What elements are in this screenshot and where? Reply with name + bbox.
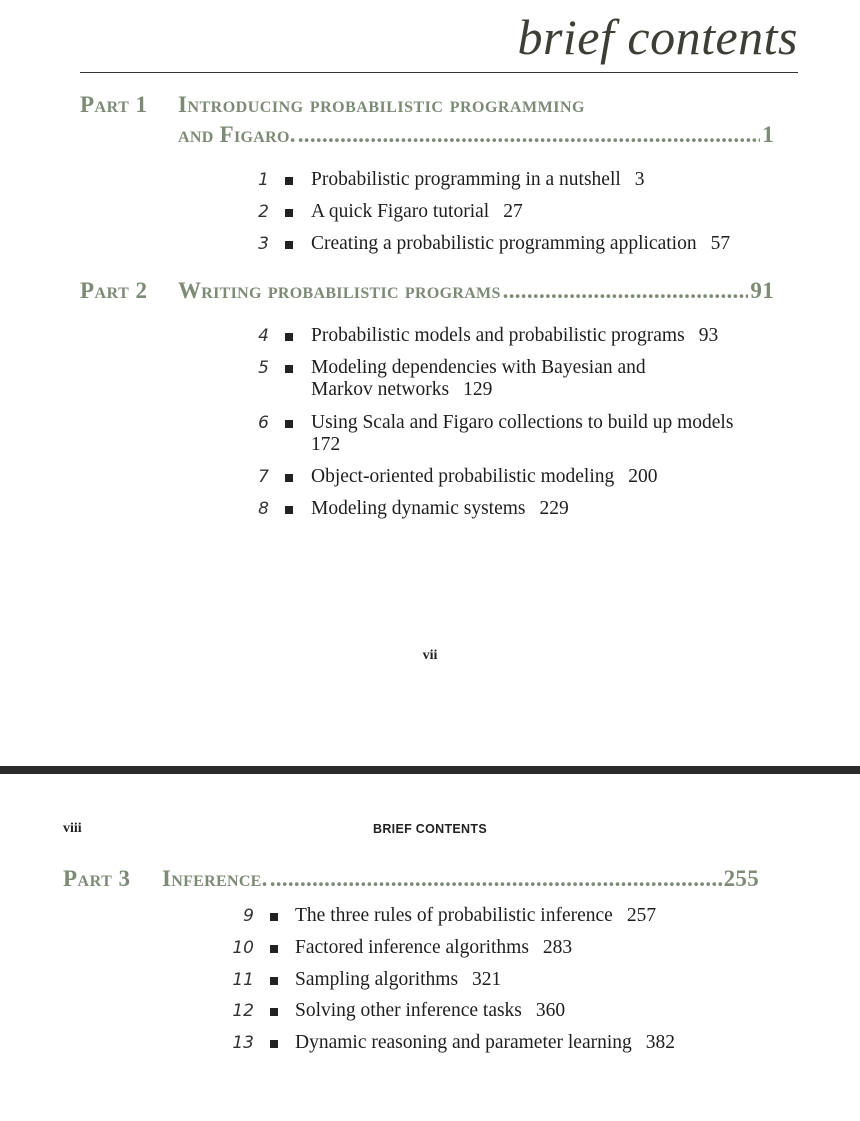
chapter-title-text: Creating a probabilistic programming application: [311, 233, 697, 254]
bullet-icon: [270, 1008, 278, 1016]
chapter-title: [295, 1031, 675, 1054]
chapter-number: 11: [232, 970, 254, 990]
part-1-title-line2: [178, 122, 774, 148]
part-3-title: Inference.: [162, 866, 268, 891]
chapter-number: 7: [258, 467, 269, 487]
leader-dots: [298, 122, 760, 148]
chapter-title-text: Markov networks: [311, 379, 450, 400]
chapter-title: [295, 999, 565, 1022]
chapter-page: 172: [311, 434, 341, 455]
chapter-page: 93: [698, 325, 719, 346]
chapter-number: 5: [258, 358, 269, 378]
chapter-title-text: Using Scala and Figaro collections to build up models: [311, 412, 734, 433]
chapter-number: 1: [258, 170, 269, 190]
bullet-icon: [285, 365, 293, 373]
part-2-label: Part 2: [80, 278, 148, 303]
chapter-number: 13: [232, 1033, 254, 1053]
chapter-page: 360: [535, 1000, 566, 1021]
chapter-title-text: Object-oriented probabilistic modeling: [311, 466, 615, 487]
chapter-page: 257: [626, 905, 657, 926]
bullet-icon: [270, 913, 278, 921]
title-rule: [80, 72, 798, 73]
chapter-title: [311, 168, 645, 191]
chapter-page: 382: [645, 1032, 676, 1053]
part-1-label: Part 1: [80, 92, 148, 117]
chapter-page: 3: [634, 169, 645, 190]
chapter-title-text: Solving other inference tasks: [295, 1000, 522, 1021]
chapter-title-text: Probabilistic programming in a nutshell: [311, 169, 621, 190]
chapter-title-text: A quick Figaro tutorial: [311, 201, 490, 222]
bullet-icon: [270, 945, 278, 953]
chapter-title: [295, 968, 501, 991]
part-2-title: Writing probabilistic programs: [178, 278, 501, 303]
part-1-title-line2-text: and Figaro.: [178, 122, 296, 147]
chapter-number: 8: [258, 499, 269, 519]
chapter-number: 6: [258, 413, 269, 433]
leader-dots: [270, 866, 722, 892]
part-3-label: Part 3: [63, 866, 131, 891]
chapter-title-text: The three rules of probabilistic inference: [295, 905, 613, 926]
chapter-number: 2: [258, 202, 269, 222]
chapter-title: [311, 200, 523, 223]
chapter-title-continued: [311, 378, 492, 401]
chapter-number: 4: [258, 326, 269, 346]
bullet-icon: [270, 1040, 278, 1048]
chapter-title-text: Modeling dependencies with Bayesian and: [311, 357, 646, 378]
part-2-title-line: [178, 278, 774, 304]
chapter-title: [311, 465, 658, 488]
chapter-page: 283: [542, 937, 573, 958]
leader-dots: [503, 278, 749, 304]
chapter-title: [311, 232, 730, 255]
bullet-icon: [270, 977, 278, 985]
part-1-page: 1: [762, 122, 774, 147]
chapter-title-text: Dynamic reasoning and parameter learning: [295, 1032, 632, 1053]
bullet-icon: [285, 333, 293, 341]
part-3-title-line: [162, 866, 759, 892]
bullet-icon: [285, 506, 293, 514]
chapter-title: [311, 497, 569, 520]
chapter-page: 229: [539, 498, 569, 519]
page-divider: [0, 766, 860, 774]
chapter-title: [311, 356, 646, 379]
part-2-page: 91: [750, 278, 774, 303]
chapter-title: [295, 936, 572, 959]
bullet-icon: [285, 420, 293, 428]
part-1-title-line1: Introducing probabilistic programming: [178, 92, 585, 117]
page-title: brief contents: [517, 9, 798, 65]
chapter-title-text: Probabilistic models and probabilistic programs: [311, 325, 685, 346]
bullet-icon: [285, 474, 293, 482]
part-3-page: 255: [723, 866, 759, 891]
chapter-page: 200: [628, 466, 658, 487]
page-folio: viii: [63, 821, 82, 836]
chapter-title-text: Sampling algorithms: [295, 969, 459, 990]
chapter-number: 9: [243, 906, 254, 926]
chapter-page: 57: [710, 233, 731, 254]
bullet-icon: [285, 209, 293, 217]
chapter-title: [295, 904, 656, 927]
chapter-page: 321: [472, 969, 502, 990]
bullet-icon: [285, 241, 293, 249]
chapter-number: 3: [258, 234, 269, 254]
chapter-number: 10: [232, 938, 254, 958]
chapter-number: 12: [232, 1001, 254, 1021]
running-head: BRIEF CONTENTS: [373, 822, 487, 836]
chapter-page: 27: [503, 201, 523, 222]
chapter-title: [311, 411, 733, 434]
chapter-title-text: Factored inference algorithms: [295, 937, 529, 958]
page-folio: vii: [422, 648, 438, 663]
chapter-page: 129: [463, 379, 493, 400]
chapter-title-text: Modeling dynamic systems: [311, 498, 526, 519]
chapter-title: [311, 324, 718, 347]
bullet-icon: [285, 177, 293, 185]
